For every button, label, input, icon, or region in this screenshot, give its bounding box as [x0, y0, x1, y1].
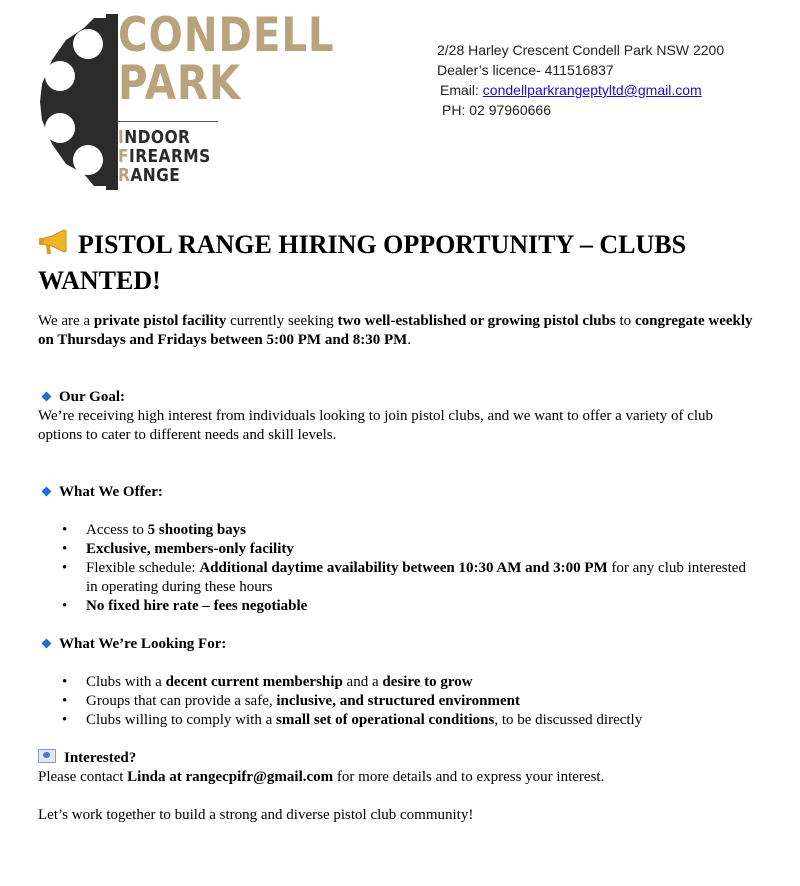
- list-item: • Access to 5 shooting bays: [38, 521, 758, 540]
- list-item: • Groups that can provide a safe, inclusive, and structured environment: [38, 692, 758, 711]
- intro-paragraph: We are a private pistol facility currently seeking two well-established or growing pistol clubs to congregate weekly on Thursdays and Fridays between 5:00 PM and 8:30 PM.: [38, 313, 753, 348]
- logo-line-1: CONDELL: [118, 8, 335, 63]
- list-item: • Clubs willing to comply with a small set of operational conditions, to be discussed directly: [38, 711, 758, 730]
- offer-heading: What We Offer:: [38, 483, 758, 502]
- logo-subtitle: INDOOR FIREARMS RANGE: [118, 127, 211, 186]
- looking-heading: What We’re Looking For:: [38, 635, 758, 654]
- closing-text: Let’s work together to build a strong and diverse pistol club community!: [38, 807, 474, 823]
- list-item: • Clubs with a decent current membership and a desire to grow: [38, 673, 758, 692]
- address: 2/28 Harley Crescent Condell Park NSW 2200: [437, 42, 725, 58]
- diamond-icon: [42, 392, 52, 402]
- logo-divider: [118, 121, 218, 122]
- phone: PH: 02 97960666: [442, 102, 551, 118]
- logo: [38, 8, 335, 190]
- goal-heading: Our Goal:: [38, 388, 758, 407]
- looking-list: [38, 673, 758, 730]
- diamond-icon: [42, 639, 52, 649]
- list-item: • No fixed hire rate – fees negotiable: [38, 597, 758, 616]
- diamond-icon: [42, 487, 52, 497]
- interested-heading: Interested?: [38, 749, 758, 768]
- email-link[interactable]: condellparkrangeptyltd@gmail.com: [482, 82, 702, 98]
- goal-text: We’re receiving high interest from individuals looking to join pistol clubs, and we want to offer a variety of club options to cater to different needs and skill levels.: [38, 408, 714, 443]
- list-item: • Exclusive, members-only facility: [38, 540, 758, 559]
- interested-text: Please contact Linda at rangecpifr@gmail.com for more details and to express your interest.: [38, 769, 605, 785]
- dealer-licence: Dealer’s licence- 411516837: [437, 62, 614, 78]
- mail-icon: [38, 749, 56, 763]
- contact-block: [437, 40, 724, 120]
- offer-list: [38, 521, 758, 616]
- logo-line-2: PARK: [118, 56, 242, 111]
- logo-wordmark: [118, 8, 370, 111]
- email-line: Email: condellparkrangeptyltd@gmail.com: [440, 82, 702, 98]
- megaphone-icon: [38, 228, 70, 264]
- main-content: [38, 312, 758, 825]
- page-title: PISTOL RANGE HIRING OPPORTUNITY – CLUBS WANTED!: [38, 230, 687, 295]
- revolver-cylinder-icon: [38, 14, 118, 190]
- list-item: • Flexible schedule: Additional daytime availability between 10:30 AM and 3:00 PM for any club interested in operating during these hours: [38, 559, 758, 597]
